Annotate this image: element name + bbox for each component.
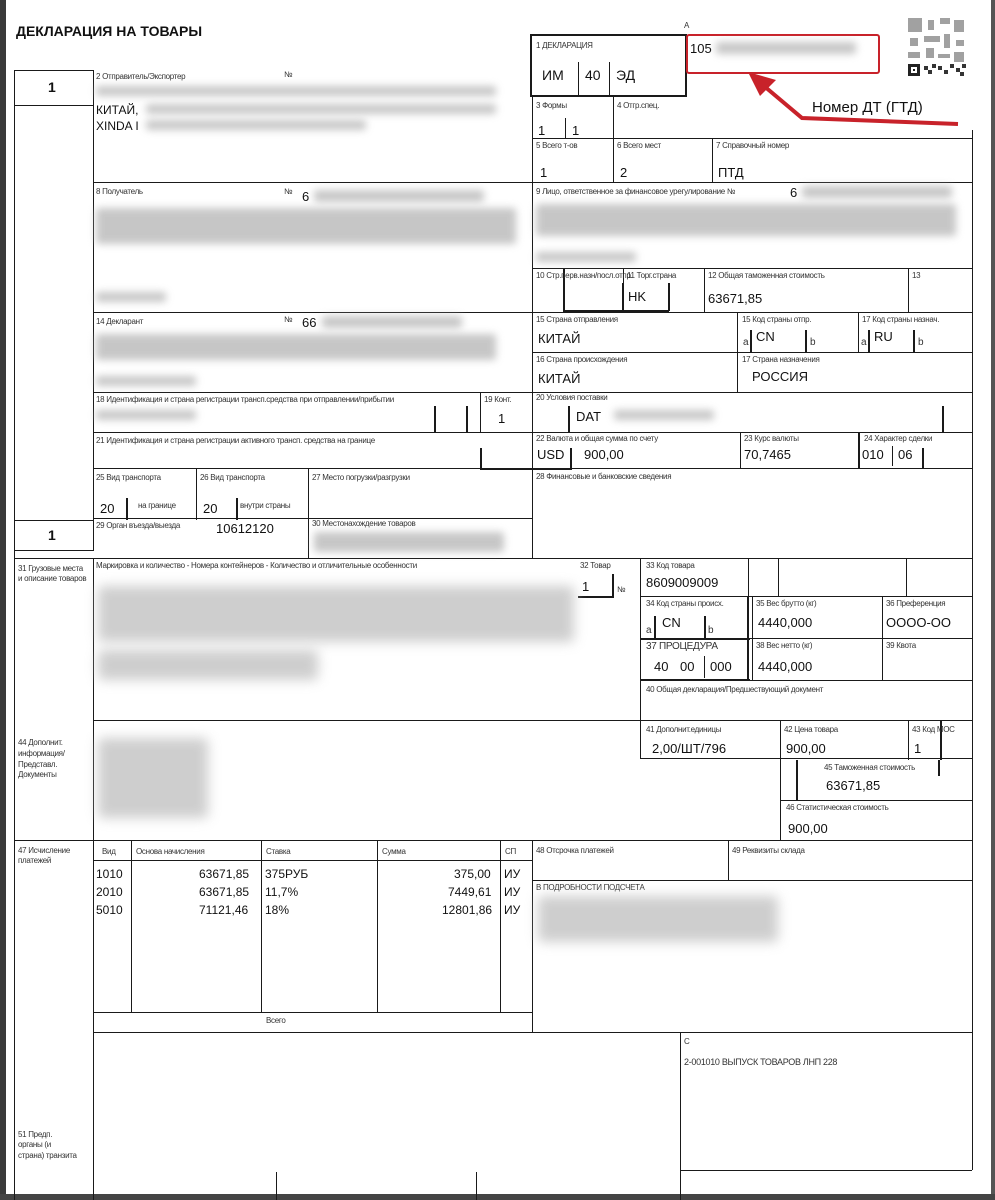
box18-label: 18 Идентификация и страна регистрации трансп.средства при отправлении/прибытии bbox=[96, 395, 394, 404]
grid-line bbox=[908, 268, 909, 312]
grid-line bbox=[750, 330, 752, 352]
procedure-code-3: 000 bbox=[710, 659, 732, 674]
grid-line bbox=[14, 840, 972, 841]
grid-line bbox=[532, 268, 972, 269]
exchange-rate: 70,7465 bbox=[744, 447, 791, 462]
box34-b: b bbox=[708, 625, 714, 636]
box26-label: 26 Вид транспорта bbox=[200, 473, 265, 482]
payment-type: 5010 bbox=[96, 903, 123, 917]
box40-label: 40 Общая декларация/Предшествующий документ bbox=[646, 685, 824, 694]
trading-country: HK bbox=[628, 289, 647, 304]
box7-label: 7 Справочный номер bbox=[716, 141, 790, 150]
grid-line bbox=[680, 1170, 972, 1171]
grid-line bbox=[466, 406, 468, 432]
total-items: 1 bbox=[540, 165, 548, 180]
box24-label: 24 Характер сделки bbox=[864, 434, 933, 443]
payments-total-label: Всего bbox=[266, 1016, 286, 1025]
transport-border: 20 bbox=[100, 501, 115, 516]
box25-sub: на границе bbox=[138, 501, 176, 510]
grid-line bbox=[922, 448, 924, 468]
redacted-text bbox=[98, 586, 574, 642]
grid-line bbox=[532, 138, 972, 139]
payment-rate: 11,7% bbox=[265, 885, 299, 899]
grid-line bbox=[942, 406, 944, 432]
box5-label: 5 Всего т-ов bbox=[536, 141, 578, 150]
grid-line bbox=[236, 498, 238, 520]
dispatch-country: КИТАЙ bbox=[538, 331, 581, 346]
grid-line bbox=[434, 406, 436, 432]
payment-base: 71121,46 bbox=[199, 903, 249, 917]
grid-line bbox=[93, 1032, 972, 1033]
grid-line bbox=[640, 758, 972, 759]
grid-line bbox=[532, 352, 972, 353]
box9-number: 6 bbox=[790, 185, 798, 200]
invoice-currency: USD bbox=[537, 447, 565, 462]
origin-country-code: CN bbox=[662, 615, 681, 630]
grid-line bbox=[532, 880, 972, 881]
grid-line bbox=[126, 498, 128, 520]
grid-line bbox=[476, 1172, 477, 1200]
grid-line bbox=[640, 638, 750, 640]
grid-line bbox=[704, 268, 705, 312]
box49-label: 49 Реквизиты склада bbox=[732, 846, 805, 855]
grid-line bbox=[858, 432, 860, 468]
box8-number: 6 bbox=[302, 189, 310, 204]
procedure-code-1: 40 bbox=[654, 659, 669, 674]
container-flag: 1 bbox=[498, 411, 506, 426]
declaration-type-1: ИМ bbox=[542, 67, 564, 83]
redacted-text bbox=[96, 334, 496, 360]
box34-label: 34 Код страны происх. bbox=[646, 599, 724, 608]
grid-line bbox=[938, 760, 940, 776]
box-c-label: C bbox=[684, 1037, 690, 1046]
redacted-text bbox=[146, 120, 366, 130]
transaction-nature-1: 010 bbox=[862, 447, 884, 462]
box41-label: 41 Дополнит.единицы bbox=[646, 725, 722, 734]
redacted-text bbox=[146, 104, 496, 114]
exporter-name: XINDA I bbox=[96, 119, 139, 133]
grid-line bbox=[612, 574, 614, 598]
redacted-text bbox=[96, 208, 516, 244]
box51-label: 51 Предп. органы (и страна) транзита bbox=[18, 1130, 77, 1160]
reference-number: ПТД bbox=[718, 165, 744, 180]
payments-header-base: Основа начисления bbox=[136, 847, 205, 856]
grid-line bbox=[704, 616, 706, 638]
item-price: 900,00 bbox=[786, 741, 826, 756]
payment-method: ИУ bbox=[504, 867, 521, 881]
transport-inland: 20 bbox=[203, 501, 218, 516]
grid-line bbox=[14, 70, 15, 1200]
grid-line bbox=[704, 656, 705, 678]
page-border-bottom bbox=[0, 1194, 995, 1200]
release-note: 2-001010 ВЫПУСК ТОВАРОВ ЛНП 228 bbox=[684, 1057, 838, 1067]
payments-header-rate: Ставка bbox=[266, 847, 291, 856]
grid-line bbox=[14, 520, 94, 521]
box35-label: 35 Вес брутто (кг) bbox=[756, 599, 817, 608]
grid-line bbox=[570, 448, 572, 470]
grid-line bbox=[622, 283, 624, 311]
grid-line bbox=[530, 34, 532, 96]
gtd-number-prefix: 105 bbox=[690, 41, 712, 56]
grid-line bbox=[640, 679, 750, 681]
gross-weight: 4440,000 bbox=[758, 615, 813, 630]
customs-value: 63671,85 bbox=[826, 778, 881, 793]
box15a-a: a bbox=[743, 337, 749, 348]
box12-label: 12 Общая таможенная стоимость bbox=[708, 271, 825, 280]
dispatch-country-code: CN bbox=[756, 329, 775, 344]
box2-number-sign: № bbox=[284, 70, 293, 79]
redacted-text bbox=[536, 252, 636, 262]
grid-line bbox=[93, 70, 94, 550]
grid-line bbox=[14, 558, 972, 559]
box15a-label: 15 Код страны отпр. bbox=[742, 315, 812, 324]
box15a-b: b bbox=[810, 337, 816, 348]
redacted-text bbox=[96, 86, 496, 96]
payment-rate: 18% bbox=[265, 903, 290, 917]
grid-line bbox=[14, 70, 94, 71]
grid-line bbox=[196, 468, 197, 520]
commodity-code: 8609009009 bbox=[646, 575, 719, 590]
box-a-label: A bbox=[684, 21, 690, 30]
redacted-text bbox=[538, 896, 778, 942]
box1-label: 1 ДЕКЛАРАЦИЯ bbox=[536, 41, 593, 50]
box38-label: 38 Вес нетто (кг) bbox=[756, 641, 813, 650]
redacted-text bbox=[314, 532, 504, 552]
box2-label: 2 Отправитель/Экспортер bbox=[96, 72, 186, 81]
grid-line bbox=[613, 96, 614, 182]
box23-label: 23 Курс валюты bbox=[744, 434, 799, 443]
gtd-annotation-label: Номер ДТ (ГТД) bbox=[812, 99, 923, 116]
grid-line bbox=[377, 840, 378, 1012]
transaction-nature-2: 06 bbox=[898, 447, 913, 462]
box20-label: 20 Условия поставки bbox=[536, 393, 608, 402]
box47-label: 47 Исчисление платежей bbox=[18, 846, 70, 866]
delivery-terms: DAT bbox=[576, 409, 602, 424]
box44-label: 44 Дополнит. информация/ Представл. Документы bbox=[18, 738, 65, 780]
grid-line bbox=[93, 182, 972, 183]
origin-country: КИТАЙ bbox=[538, 371, 581, 386]
redacted-text bbox=[96, 292, 166, 302]
grid-line bbox=[565, 118, 566, 138]
valuation-method: 1 bbox=[914, 741, 922, 756]
grid-line bbox=[480, 468, 572, 470]
redacted-text bbox=[96, 376, 196, 386]
supplementary-units: 2,00/ШТ/796 bbox=[652, 741, 727, 756]
forms-value-2: 1 bbox=[572, 123, 580, 138]
grid-line bbox=[578, 596, 614, 598]
grid-line bbox=[93, 432, 972, 433]
redacted-text bbox=[96, 410, 196, 420]
redacted-text bbox=[536, 204, 956, 236]
redacted-text bbox=[98, 738, 208, 818]
page-border-left bbox=[0, 0, 6, 1200]
payment-type: 1010 bbox=[96, 867, 123, 881]
grid-line bbox=[796, 760, 798, 800]
payment-sum: 7449,61 bbox=[448, 885, 492, 899]
box17a-b: b bbox=[918, 337, 924, 348]
forms-value-1: 1 bbox=[538, 123, 546, 138]
redacted-text bbox=[322, 316, 462, 328]
grid-line bbox=[740, 432, 741, 468]
destination-country-code: RU bbox=[874, 329, 893, 344]
payment-base: 63671,85 bbox=[199, 885, 250, 899]
grid-line bbox=[668, 283, 670, 311]
box11-label: 11 Торг.страна bbox=[627, 271, 677, 280]
payment-method: ИУ bbox=[504, 885, 521, 899]
grid-line bbox=[578, 62, 579, 96]
page-border-right bbox=[991, 0, 995, 1200]
payment-type: 2010 bbox=[96, 885, 123, 899]
grid-line bbox=[93, 392, 972, 393]
grid-line bbox=[530, 34, 686, 36]
grid-line bbox=[563, 310, 669, 312]
box17a-a: a bbox=[861, 337, 867, 348]
grid-line bbox=[780, 800, 972, 801]
box37-label: 37 ПРОЦЕДУРА bbox=[646, 641, 718, 652]
box31-label: 31 Грузовые места и описание товаров bbox=[18, 564, 87, 584]
box26-sub: внутри страны bbox=[240, 501, 291, 510]
box48-label: 48 Отсрочка платежей bbox=[536, 846, 614, 855]
grid-line bbox=[261, 840, 262, 1012]
declaration-type-2: 40 bbox=[585, 67, 601, 83]
payments-header-method: СП bbox=[505, 847, 516, 856]
grid-line bbox=[93, 1012, 532, 1013]
box45-label: 45 Таможенная стоимость bbox=[824, 763, 915, 772]
box15-label: 15 Страна отправления bbox=[536, 315, 618, 324]
grid-line bbox=[93, 720, 972, 721]
box42-label: 42 Цена товара bbox=[784, 725, 838, 734]
box27-label: 27 Место погрузки/разгрузки bbox=[312, 473, 410, 482]
grid-line bbox=[858, 312, 859, 352]
payment-rate: 375РУБ bbox=[265, 867, 309, 881]
box46-label: 46 Статистическая стоимость bbox=[786, 803, 889, 812]
grid-line bbox=[680, 1032, 681, 1200]
redacted-text bbox=[802, 186, 952, 198]
redacted-text bbox=[98, 650, 318, 680]
exporter-country: КИТАЙ, bbox=[96, 103, 139, 117]
document-title: ДЕКЛАРАЦИЯ НА ТОВАРЫ bbox=[16, 23, 203, 39]
total-places: 2 bbox=[620, 165, 628, 180]
grid-line bbox=[480, 448, 482, 470]
box31-sub: Маркировка и количество - Номера контейнеров - Количество и отличительные особенности bbox=[96, 561, 417, 570]
grid-line bbox=[480, 392, 481, 432]
box32-label: 32 Товар bbox=[580, 561, 611, 570]
grid-line bbox=[868, 330, 870, 352]
payments-header-sum: Сумма bbox=[382, 847, 406, 856]
box32-number-sign: № bbox=[617, 585, 626, 594]
grid-line bbox=[913, 330, 915, 352]
box14-number: 66 bbox=[302, 315, 317, 330]
box22-label: 22 Валюта и общая сумма по счету bbox=[536, 434, 658, 443]
grid-line bbox=[568, 406, 570, 432]
payment-base: 63671,85 bbox=[199, 867, 250, 881]
grid-line bbox=[609, 62, 610, 96]
redacted-text bbox=[716, 42, 856, 54]
redacted-text bbox=[614, 410, 714, 420]
grid-line bbox=[892, 446, 893, 466]
grid-line bbox=[14, 550, 94, 551]
grid-line bbox=[728, 840, 729, 880]
grid-line bbox=[14, 105, 94, 106]
payment-method: ИУ bbox=[504, 903, 521, 917]
sheet-number-secondary: 1 bbox=[48, 527, 56, 543]
invoice-amount: 900,00 bbox=[584, 447, 624, 462]
box28-label: 28 Финансовые и банковские сведения bbox=[536, 472, 672, 481]
box21-label: 21 Идентификация и страна регистрации активного трансп. средства на границе bbox=[96, 436, 375, 445]
grid-line bbox=[805, 330, 807, 352]
box33-label: 33 Код товара bbox=[646, 561, 695, 570]
procedure-code-2: 00 bbox=[680, 659, 695, 674]
net-weight: 4440,000 bbox=[758, 659, 813, 674]
box8-number-sign: № bbox=[284, 187, 293, 196]
box3-label: 3 Формы bbox=[536, 101, 567, 110]
grid-line bbox=[532, 96, 533, 558]
box17-label: 17 Страна назначения bbox=[742, 355, 820, 364]
statistical-value: 900,00 bbox=[788, 821, 828, 836]
grid-line bbox=[276, 1172, 277, 1200]
payments-header-type: Вид bbox=[102, 847, 116, 856]
boxB-label: B ПОДРОБНОСТИ ПОДСЧЕТА bbox=[536, 883, 645, 892]
destination-country: РОССИЯ bbox=[752, 369, 809, 384]
grid-line bbox=[131, 840, 132, 1012]
sheet-number: 1 bbox=[48, 79, 56, 95]
total-customs-value: 63671,85 bbox=[708, 291, 763, 306]
grid-line bbox=[712, 138, 713, 182]
box10-label: 10 Стр.перв.назн/посл.отпр. bbox=[536, 271, 633, 280]
declaration-type-3: ЭД bbox=[616, 67, 636, 83]
qr-code-icon bbox=[904, 14, 968, 78]
grid-line bbox=[780, 720, 781, 840]
payment-sum: 12801,86 bbox=[442, 903, 493, 917]
customs-office: 10612120 bbox=[216, 521, 274, 536]
box9-label: 9 Лицо, ответственное за финансовое урегулирование № bbox=[536, 187, 736, 196]
box29-label: 29 Орган въезда/выезда bbox=[96, 521, 180, 530]
box4-label: 4 Отгр.спец. bbox=[617, 101, 660, 110]
box14-number-sign: № bbox=[284, 315, 293, 324]
grid-line bbox=[93, 860, 532, 861]
box39-label: 39 Квота bbox=[886, 641, 916, 650]
box6-label: 6 Всего мест bbox=[617, 141, 661, 150]
box19-label: 19 Конт. bbox=[484, 395, 512, 404]
payment-sum: 375,00 bbox=[454, 867, 491, 881]
grid-line bbox=[654, 616, 656, 638]
box8-label: 8 Получатель bbox=[96, 187, 143, 196]
box43-label: 43 Код МОС bbox=[912, 725, 955, 734]
preference-code: OOOO-OO bbox=[886, 615, 951, 630]
grid-line bbox=[906, 558, 907, 596]
box16-label: 16 Страна происхождения bbox=[536, 355, 628, 364]
grid-line bbox=[748, 558, 749, 596]
grid-line bbox=[747, 596, 749, 680]
redacted-text bbox=[314, 190, 484, 202]
grid-line bbox=[640, 596, 972, 597]
grid-line bbox=[93, 558, 94, 1200]
box13-label: 13 bbox=[912, 271, 921, 280]
box14-label: 14 Декларант bbox=[96, 317, 144, 326]
box30-label: 30 Местонахождение товаров bbox=[312, 519, 416, 528]
grid-line bbox=[500, 840, 501, 1012]
grid-line bbox=[308, 468, 309, 558]
grid-line bbox=[640, 558, 641, 758]
item-number: 1 bbox=[582, 579, 590, 594]
grid-line bbox=[908, 720, 909, 760]
box25-label: 25 Вид транспорта bbox=[96, 473, 161, 482]
grid-line bbox=[972, 130, 973, 1170]
box36-label: 36 Преференция bbox=[886, 599, 946, 608]
grid-line bbox=[93, 312, 972, 313]
box34-a: a bbox=[646, 625, 652, 636]
box17a-label: 17 Код страны назнач. bbox=[862, 315, 940, 324]
grid-line bbox=[532, 840, 533, 1032]
grid-line bbox=[778, 558, 779, 596]
